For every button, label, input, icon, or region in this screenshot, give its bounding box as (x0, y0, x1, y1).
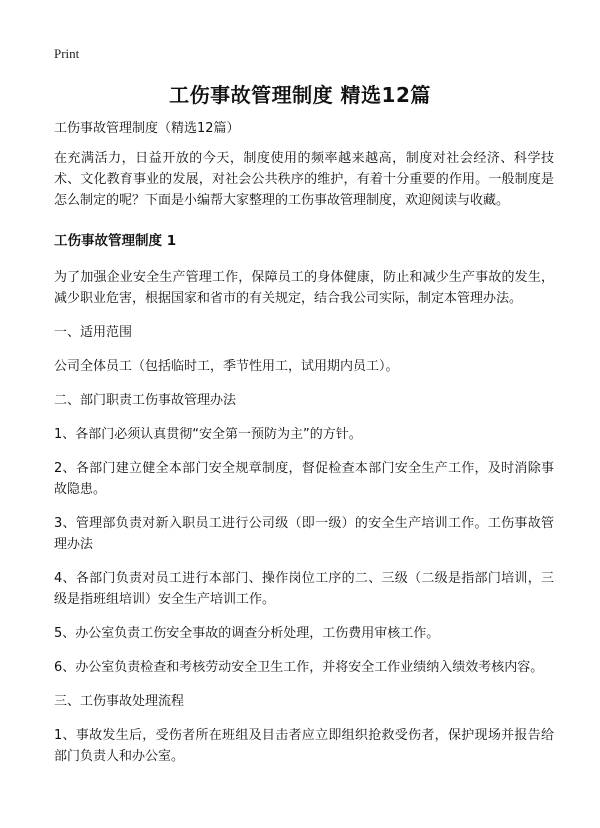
list-item: 3、管理部负责对新入职员工进行公司级（即一级）的安全生产培训工作。工伤事故管理办法 (54, 516, 554, 552)
list-item: 5、办公室负责工伤安全事故的调查分析处理，工伤费用审核工作。 (54, 626, 440, 641)
section-heading: 工伤事故管理制度 1 (54, 233, 177, 249)
list-item: 4、各部门负责对员工进行本部门、操作岗位工序的二、三级（二级是指部门培训，三级是指班组培训）安全生产培训工作。 (54, 571, 554, 607)
heading-scope: 一、适用范围 (54, 325, 133, 340)
document-body (54, 118, 554, 780)
document-title: 工伤事故管理制度 精选12篇 (169, 83, 431, 107)
paragraph-purpose: 为了加强企业安全生产管理工作，保障员工的身体健康，防止和减少生产事故的发生，减少职业危害，根据国家和省市的有关规定，结合我公司实际，制定本管理办法。 (54, 270, 554, 306)
intro-paragraph: 在充满活力，日益开放的今天，制度使用的频率越来越高，制度对社会经济、科学技术、文化教育事业的发展，对社会公共秩序的维护，有着十分重要的作用。一般制度是怎么制定的呢？下面是小编帮大家整理的工伤事故管理制度，欢迎阅读与收藏。 (54, 151, 554, 208)
print-link[interactable]: Print (54, 46, 80, 61)
list-item: 2、各部门建立健全本部门安全规章制度，督促检查本部门安全生产工作，及时消除事故隐患。 (54, 461, 554, 497)
list-item: 1、各部门必须认真贯彻“安全第一预防为主”的方针。 (54, 427, 362, 442)
document-subtitle: 工伤事故管理制度（精选12篇） (54, 121, 240, 136)
list-item: 6、办公室负责检查和考核劳动安全卫生工作，并将安全工作业绩纳入绩效考核内容。 (54, 660, 544, 675)
heading-duties: 二、部门职责工伤事故管理办法 (54, 393, 237, 408)
paragraph-scope: 公司全体员工（包括临时工，季节性用工，试用期内员工）。 (54, 359, 399, 374)
heading-process: 三、工伤事故处理流程 (54, 694, 185, 709)
list-item: 1、事故发生后，受伤者所在班组及目击者应立即组织抢救受伤者，保护现场并报告给部门负责人和办公室。 (54, 728, 554, 764)
